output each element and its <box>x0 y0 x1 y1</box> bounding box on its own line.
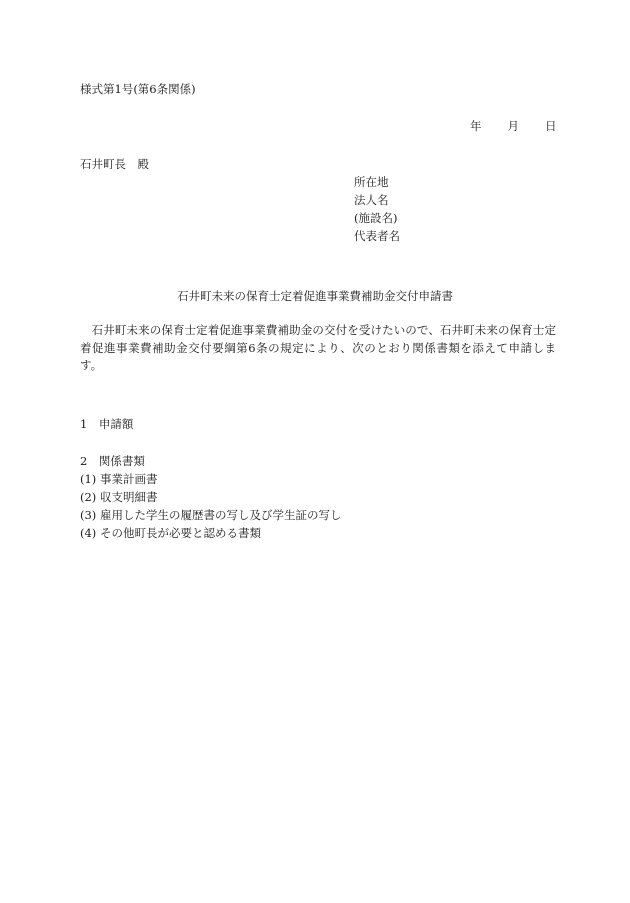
form-number: 様式第1号(第6条関係) <box>80 82 196 96</box>
applicant-facility-label: (施設名) <box>354 211 398 225</box>
document-title: 石井町未来の保育士定着促進事業費補助金交付申請書 <box>177 289 453 303</box>
applicant-address-label: 所在地 <box>354 175 389 189</box>
body-paragraph: 石井町未来の保育士定着促進事業費補助金の交付を受けたいので、石井町未来の保育士定着促進事業費補助金交付要綱第6条の規定により、次のとおり関係書類を添えて申請します。 <box>80 323 556 372</box>
item-application-amount: 1 申請額 <box>80 417 134 431</box>
applicant-block <box>354 173 400 245</box>
date-year: 年 <box>470 119 482 133</box>
date-line <box>470 117 557 135</box>
date-month: 月 <box>507 119 519 133</box>
applicant-representative-label: 代表者名 <box>354 229 400 243</box>
addressee: 石井町長 殿 <box>80 157 149 171</box>
list-item: (4) その他町長が必要と認める書類 <box>80 526 261 540</box>
applicant-corporation-label: 法人名 <box>354 193 389 207</box>
list-item: (3) 雇用した学生の履歴書の写し及び学生証の写し <box>80 508 342 522</box>
date-day: 日 <box>545 119 557 133</box>
list-item: (2) 収支明細書 <box>80 490 158 504</box>
item-related-documents: 2 関係書類 <box>80 454 145 468</box>
list-item: (1) 事業計画書 <box>80 472 158 486</box>
documents-list <box>80 470 341 542</box>
